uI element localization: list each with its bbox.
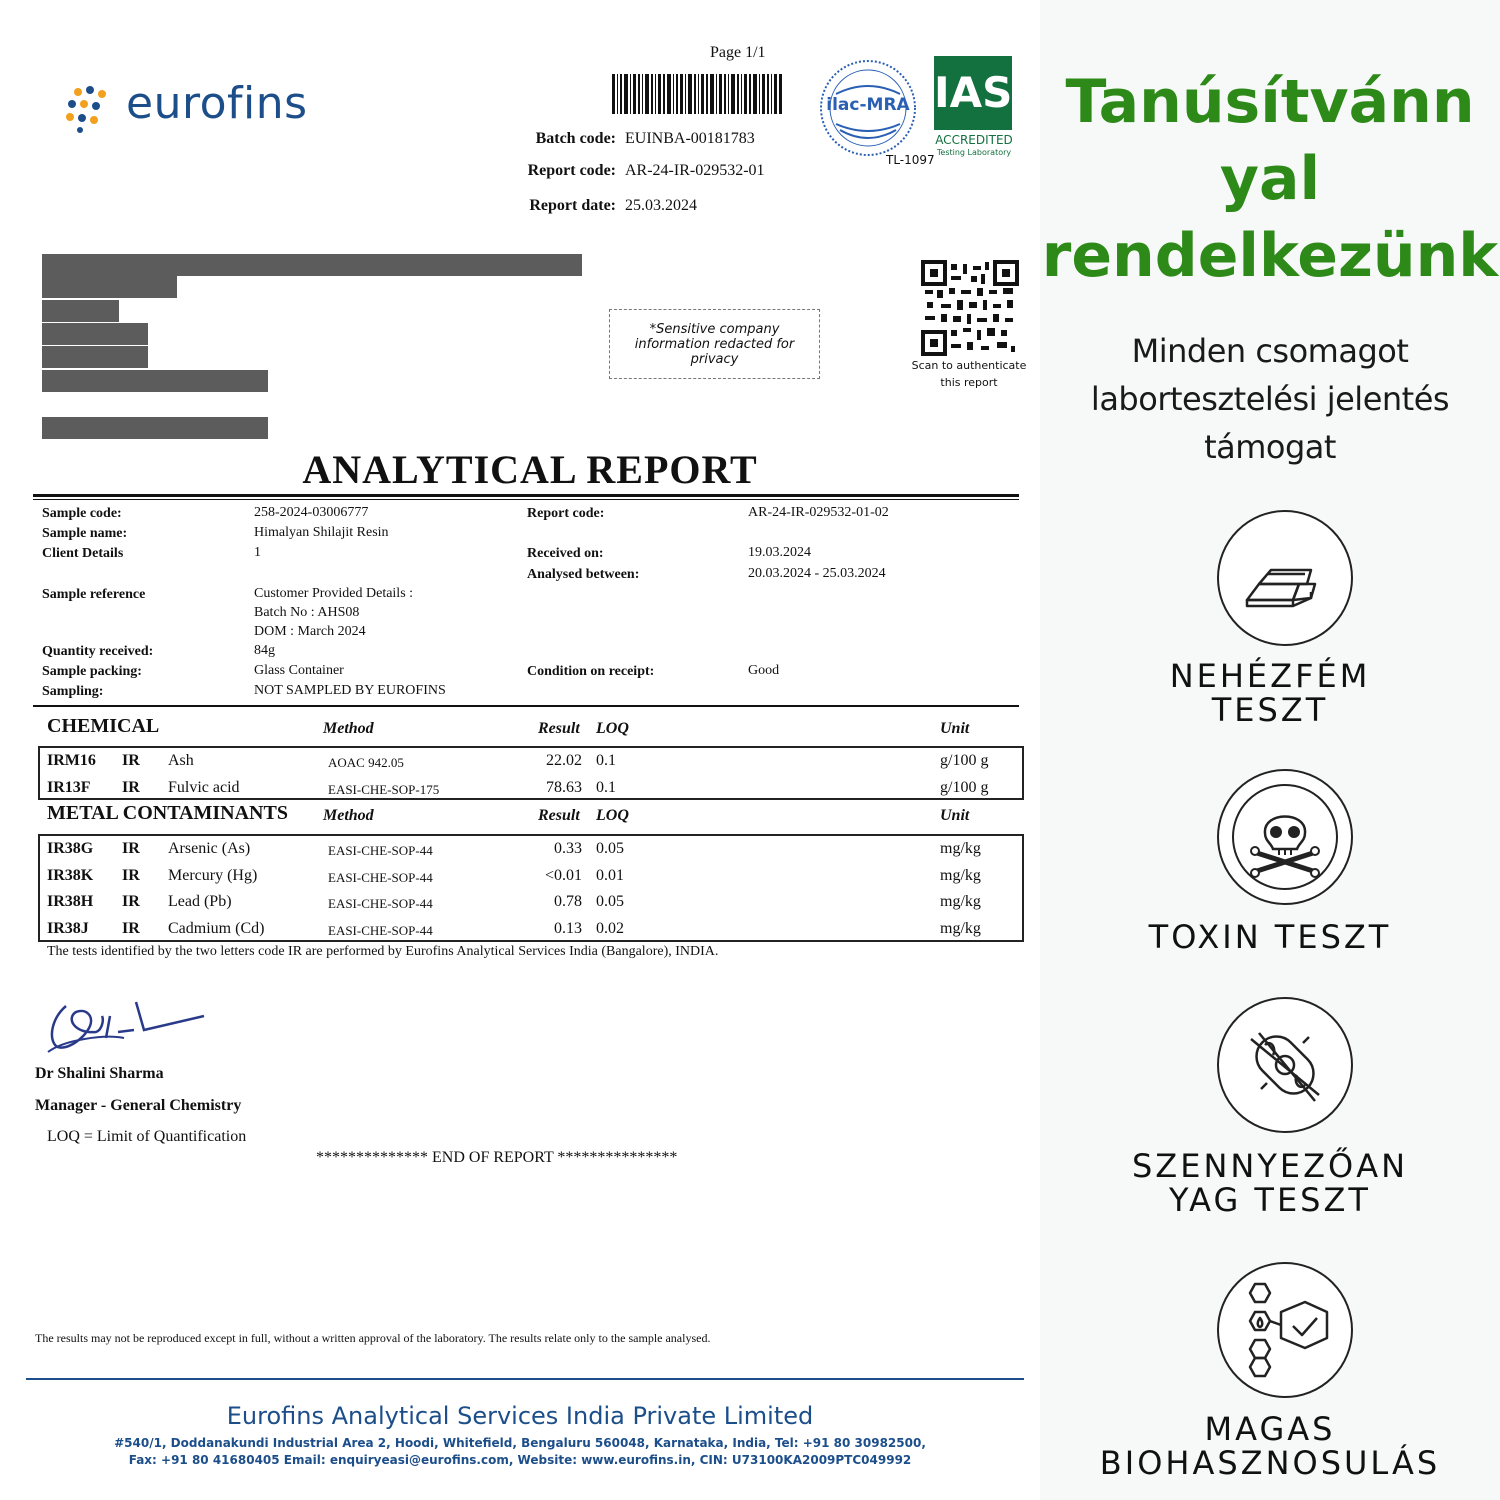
panel-subtitle-line: támogat	[1204, 428, 1336, 466]
test-code: IR38H	[47, 893, 94, 910]
unit-value: mg/kg	[940, 840, 981, 857]
badge-label: NEHÉZFÉM	[1169, 657, 1371, 695]
tl-number: TL-1097	[886, 153, 935, 167]
result-col-header: Result	[538, 807, 580, 824]
condition-label: Condition on receipt:	[527, 664, 655, 679]
lab-code: IR	[122, 840, 140, 857]
panel-subtitle-line: labortesztelési jelentés	[1090, 380, 1450, 418]
barcode-icon	[612, 74, 782, 114]
method-value: EASI-CHE-SOP-44	[328, 923, 433, 938]
accredited-text: ACCREDITED	[935, 133, 1013, 147]
sample-code-label: Sample code:	[42, 506, 122, 521]
loq-col-header: LOQ	[596, 807, 629, 824]
result-value: <0.01	[544, 867, 582, 884]
lab-code: IR	[122, 867, 140, 884]
lab-code: IR	[122, 779, 140, 796]
condition-value: Good	[748, 663, 780, 678]
received-on-label: Received on:	[527, 546, 604, 561]
redacted-block	[42, 300, 119, 322]
ilac-text: ilac-MRA	[826, 95, 910, 115]
redacted-block	[42, 346, 148, 368]
redacted-block	[42, 254, 582, 276]
lab-code: IR	[122, 752, 140, 769]
disclaimer: The results may not be reproduced except in full, without a written approval of the laboratory. The results relate only to the sample analysed.	[35, 1331, 711, 1345]
no-bacteria-icon	[1219, 999, 1351, 1131]
result-value: 22.02	[546, 752, 582, 769]
panel-title-line: rendelkezünk	[1041, 221, 1499, 291]
metal-heading: METAL CONTAMINANTS	[47, 802, 288, 824]
method-col-header: Method	[323, 807, 374, 824]
redacted-block	[42, 276, 177, 298]
test-code: IR13F	[47, 779, 91, 796]
ir-note: The tests identified by the two letters code IR are performed by Eurofins Analytical Services India (Bangalore), INDIA.	[47, 944, 719, 959]
sampling-label: Sampling:	[42, 684, 104, 699]
method-col-header: Method	[323, 720, 374, 737]
logo-text: eurofins	[126, 78, 308, 129]
received-on-value: 19.03.2024	[748, 545, 811, 560]
redacted-block	[42, 323, 148, 345]
redacted-block	[42, 370, 268, 392]
test-code: IRM16	[47, 752, 96, 769]
unit-value: g/100 g	[940, 752, 989, 769]
test-code: IR38J	[47, 920, 89, 937]
footer-company: Eurofins Analytical Services India Private Limited	[226, 1402, 814, 1430]
batch-code-value: EUINBA-00181783	[625, 130, 755, 147]
sample-reference-label: Sample reference	[42, 587, 146, 602]
end-of-report: ************** END OF REPORT ***************	[316, 1149, 678, 1166]
badge-label: TOXIN TESZT	[1148, 918, 1392, 956]
sample-name-label: Sample name:	[42, 526, 128, 541]
result-value: 78.63	[546, 779, 582, 796]
loq-value: 0.05	[596, 840, 624, 857]
eurofins-logo-icon	[64, 84, 116, 134]
sensitive-notice: *Sensitive company information redacted for privacy	[609, 309, 820, 379]
sample-reference-line: Batch No : AHS08	[254, 605, 360, 620]
report-code-value-2: AR-24-IR-029532-01-02	[748, 505, 889, 520]
parameter-name: Cadmium (Cd)	[168, 920, 265, 937]
qr-code-icon[interactable]	[921, 260, 1019, 356]
molecule-check-icon	[1219, 1264, 1351, 1396]
redacted-block	[42, 417, 268, 439]
loq-col-header: LOQ	[596, 720, 629, 737]
parameter-name: Ash	[168, 752, 194, 769]
toxin-badge	[1217, 769, 1353, 905]
badge-label: YAG TESZT	[1169, 1181, 1371, 1219]
parameter-name: Arsenic (As)	[168, 840, 251, 857]
badge-label: BIOHASZNOSULÁS	[1099, 1444, 1441, 1482]
footer-address-line: Fax: +91 80 41680405 Email: enquiryeasi@eurofins.com, Website: www.eurofins.in, CIN: U73100KA2009PTC049992	[128, 1453, 912, 1467]
ias-logo: IAS	[934, 56, 1012, 130]
result-value: 0.33	[554, 840, 582, 857]
report-date-label: Report date:	[529, 197, 616, 214]
result-value: 0.78	[554, 893, 582, 910]
report-code-label: Report code:	[527, 162, 616, 179]
client-details-value: 1	[254, 545, 261, 560]
sampling-value: NOT SAMPLED BY EUROFINS	[254, 683, 446, 698]
chemical-heading: CHEMICAL	[47, 715, 160, 737]
lab-code: IR	[122, 893, 140, 910]
method-value: AOAC 942.05	[328, 755, 404, 770]
parameter-name: Lead (Pb)	[168, 893, 232, 910]
test-code: IR38G	[47, 840, 94, 857]
badge-label: TESZT	[1211, 691, 1329, 729]
signature-graphic	[44, 994, 214, 1060]
contaminant-badge	[1217, 997, 1353, 1133]
sample-name-value: Himalyan Shilajit Resin	[254, 525, 389, 540]
test-code: IR38K	[47, 867, 94, 884]
ilac-mra-seal	[818, 58, 918, 158]
report-code-label-2: Report code:	[527, 506, 605, 521]
sample-reference-line: DOM : March 2024	[254, 624, 366, 639]
report-title: ANALYTICAL REPORT	[302, 447, 758, 492]
footer-rule	[26, 1378, 1024, 1380]
unit-value: g/100 g	[940, 779, 989, 796]
result-col-header: Result	[538, 720, 580, 737]
analysed-label: Analysed between:	[527, 567, 640, 582]
method-value: EASI-CHE-SOP-44	[328, 896, 433, 911]
scan-caption	[900, 357, 1038, 391]
loq-value: 0.05	[596, 893, 624, 910]
unit-value: mg/kg	[940, 867, 981, 884]
badge-label: SZENNYEZŐAN	[1131, 1147, 1409, 1185]
report-date-value: 25.03.2024	[625, 197, 697, 214]
unit-value: mg/kg	[940, 920, 981, 937]
method-value: EASI-CHE-SOP-44	[328, 870, 433, 885]
parameter-name: Mercury (Hg)	[168, 867, 258, 884]
quantity-value: 84g	[254, 643, 275, 658]
sample-code-value: 258-2024-03006777	[254, 505, 369, 520]
title-rule	[33, 499, 1019, 500]
loq-definition: LOQ = Limit of Quantification	[47, 1128, 247, 1145]
result-value: 0.13	[554, 920, 582, 937]
unit-value: mg/kg	[940, 893, 981, 910]
loq-value: 0.1	[596, 752, 616, 769]
signatory-name: Dr Shalini Sharma	[35, 1065, 164, 1082]
loq-value: 0.02	[596, 920, 624, 937]
page-number: Page 1/1	[710, 44, 766, 61]
loq-value: 0.1	[596, 779, 616, 796]
sample-reference-line: Customer Provided Details :	[254, 586, 414, 601]
client-details-label: Client Details	[42, 546, 124, 561]
section-rule	[33, 705, 1019, 707]
batch-code-label: Batch code:	[535, 130, 616, 147]
testing-lab-text: Testing Laboratory	[936, 148, 1012, 157]
unit-col-header: Unit	[940, 720, 970, 737]
method-value: EASI-CHE-SOP-44	[328, 843, 433, 858]
ias-accredited	[934, 56, 1016, 166]
heavy-metal-badge	[1217, 510, 1353, 646]
scan-caption-line: this report	[940, 376, 998, 389]
method-value: EASI-CHE-SOP-175	[328, 782, 440, 797]
certification-panel	[1040, 0, 1500, 1500]
footer-address-line: #540/1, Doddanakundi Industrial Area 2, Hoodi, Whitefield, Bengaluru 560048, Karnataka, India, Tel: +91 80 30982500,	[114, 1436, 926, 1450]
title-rule	[33, 494, 1019, 497]
loq-value: 0.01	[596, 867, 624, 884]
lab-code: IR	[122, 920, 140, 937]
panel-title-line: yal	[1219, 144, 1321, 214]
metal-bars-icon	[1219, 512, 1351, 644]
panel-title-line: Tanúsítvánn	[1065, 67, 1475, 137]
report-code-value: AR-24-IR-029532-01	[625, 162, 765, 179]
scan-caption-line: Scan to authenticate	[911, 359, 1027, 372]
packing-label: Sample packing:	[42, 664, 142, 679]
parameter-name: Fulvic acid	[168, 779, 240, 796]
skull-crossbones-icon	[1219, 771, 1351, 903]
unit-col-header: Unit	[940, 807, 970, 824]
packing-value: Glass Container	[254, 663, 344, 678]
quantity-label: Quantity received:	[42, 644, 154, 659]
panel-subtitle-line: Minden csomagot	[1131, 332, 1409, 370]
bioavailability-badge	[1217, 1262, 1353, 1398]
eurofins-logo	[64, 78, 324, 132]
signatory-role: Manager - General Chemistry	[35, 1097, 242, 1114]
analysed-value: 20.03.2024 - 25.03.2024	[748, 566, 886, 581]
badge-label: MAGAS	[1204, 1410, 1336, 1448]
